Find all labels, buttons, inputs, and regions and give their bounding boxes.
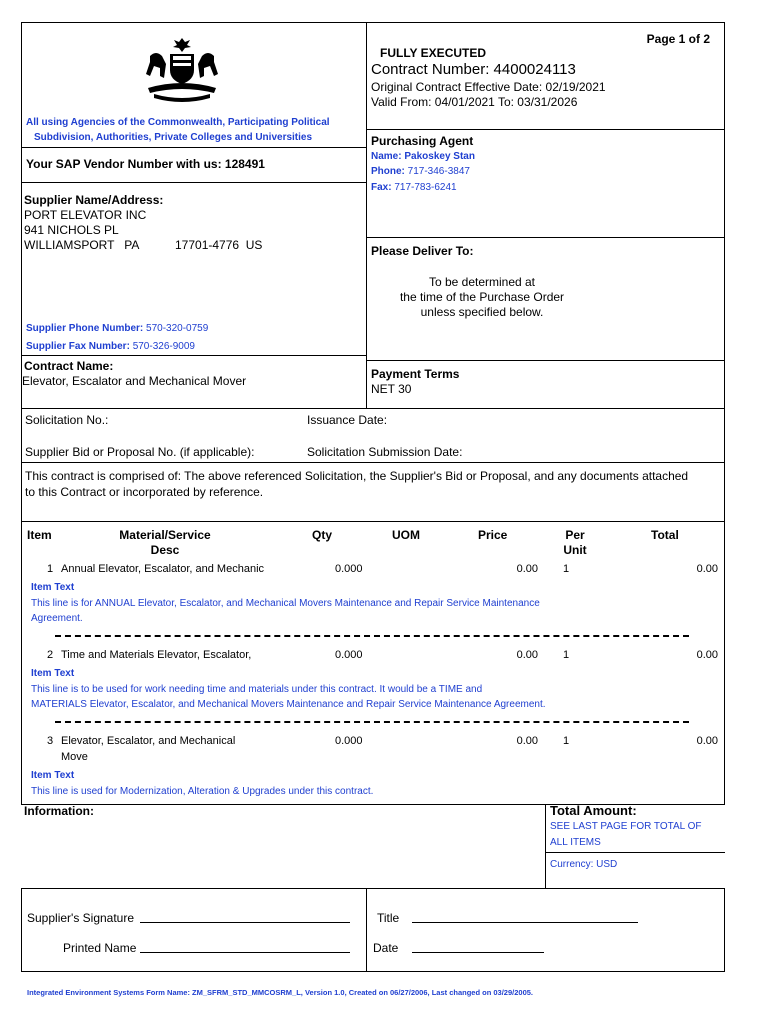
- supplier-street: 941 NICHOLS PL: [24, 223, 119, 237]
- row-3-total: 0.00: [696, 735, 718, 747]
- form-footer: Integrated Environment Systems Form Name: ZM_SFRM_STD_MMCOSRM_L, Version 1.0, Created on 06/27/2006, Last changed on 03/29/2005.: [27, 988, 533, 997]
- row-2-item-text-1: This line is to be used for work needing time and materials under this contract. It would be a TIME and: [31, 684, 483, 695]
- header-bottom-line: [366, 129, 724, 130]
- agent-name: [371, 151, 475, 162]
- table-top-line: [21, 521, 725, 522]
- agencies-line-2: Subdivision, Authorities, Private Colleges and Universities: [34, 132, 313, 143]
- row-3-qty: 0.000: [335, 735, 363, 747]
- payment-terms-heading: Payment Terms: [371, 367, 460, 381]
- col-qty: Qty: [312, 528, 333, 542]
- currency-top-line: [545, 852, 725, 853]
- agent-fax: [371, 182, 457, 193]
- row-1-price: 0.00: [516, 563, 538, 575]
- agent-name-label: Name:: [371, 151, 402, 162]
- col-per-2: Unit: [563, 543, 587, 557]
- middle-divider: [366, 129, 367, 408]
- information-heading: Information:: [24, 804, 94, 818]
- row-2-item-text-2: MATERIALS Elevator, Escalator, and Mechanical Movers Maintenance and Repair Service Maintenance Agreement.: [31, 699, 546, 710]
- supplier-heading: Supplier Name/Address:: [24, 193, 164, 207]
- total-amount-line-2: ALL ITEMS: [550, 837, 601, 848]
- purchasing-agent-heading: Purchasing Agent: [371, 134, 474, 148]
- payment-terms-value: NET 30: [371, 382, 412, 396]
- total-amount-line-1: SEE LAST PAGE FOR TOTAL OF: [550, 821, 702, 832]
- border-left: [21, 22, 22, 804]
- supplier-fax-value: 570-326-9009: [132, 341, 195, 352]
- deliver-line-3: unless specified below.: [420, 305, 544, 319]
- agent-phone-label: Phone:: [371, 166, 405, 177]
- comprised-line-1: This contract is comprised of: The above referenced Solicitation, the Supplier's Bid or Proposal, and any documents attached: [25, 469, 689, 483]
- signature-right-line: [724, 888, 725, 972]
- row-1-item-text-2: Agreement.: [31, 613, 83, 624]
- supplier-phone-label: Supplier Phone Number:: [26, 323, 144, 334]
- col-desc-2: Desc: [150, 543, 180, 557]
- deliver-top-line: [366, 237, 724, 238]
- agent-fax-label: Fax:: [371, 182, 392, 193]
- contract-name-top-line: [21, 355, 366, 356]
- currency: Currency: USD: [550, 859, 618, 870]
- submission-date-label: Solicitation Submission Date:: [307, 445, 463, 459]
- col-desc-1: Material/Service: [119, 528, 211, 542]
- col-item: Item: [27, 528, 52, 542]
- printed-name-label: Printed Name: [63, 941, 137, 955]
- row-1-item-text-label: Item Text: [31, 582, 75, 593]
- border-top: [21, 22, 725, 23]
- supplier-signature-label: Supplier's Signature: [27, 911, 135, 925]
- border-right: [724, 22, 725, 804]
- row-2-separator: [55, 721, 689, 723]
- row-2-per: 1: [563, 649, 570, 661]
- signature-top-line: [21, 888, 725, 889]
- contract-name-heading: Contract Name:: [24, 359, 114, 373]
- row-2-total: 0.00: [696, 649, 718, 661]
- total-divider: [545, 804, 546, 888]
- row-3-price: 0.00: [516, 735, 538, 747]
- vendor-top-line: [21, 147, 366, 148]
- row-1-separator: [55, 635, 689, 637]
- supplier-city: WILLIAMSPORT PA: [24, 238, 140, 252]
- signature-left-line: [21, 888, 22, 972]
- agencies-line-1: All using Agencies of the Commonwealth, Participating Political: [26, 117, 330, 128]
- row-3-desc: Elevator, Escalator, and Mechanical: [61, 735, 236, 747]
- supplier-fax: [26, 341, 195, 352]
- payment-top-line: [366, 360, 724, 361]
- col-per-1: Per: [565, 528, 585, 542]
- printed-name-field[interactable]: [140, 941, 350, 953]
- row-2-desc: Time and Materials Elevator, Escalator,: [61, 649, 252, 661]
- row-1-total: 0.00: [696, 563, 718, 575]
- agent-fax-value: 717-783-6241: [394, 182, 457, 193]
- contract-name-value: Elevator, Escalator and Mechanical Mover: [22, 374, 247, 388]
- signature-divider: [366, 888, 367, 972]
- agent-phone-value: 717-346-3847: [407, 166, 470, 177]
- col-price: Price: [478, 528, 508, 542]
- row-2-item-text-label: Item Text: [31, 668, 75, 679]
- page-indicator: Page 1 of 2: [646, 32, 710, 46]
- original-effective-date: Original Contract Effective Date: 02/19/2021: [371, 80, 606, 94]
- header-divider: [366, 22, 367, 130]
- date-field[interactable]: [412, 941, 544, 953]
- supplier-phone: [26, 323, 208, 334]
- title-label: Title: [377, 911, 400, 925]
- total-amount-heading: Total Amount:: [550, 803, 637, 818]
- row-1-qty: 0.000: [335, 563, 363, 575]
- row-2-num: 2: [47, 649, 54, 661]
- row-1-per: 1: [563, 563, 570, 575]
- row-3-item-text-1: This line is used for Modernization, Alteration & Upgrades under this contract.: [31, 786, 374, 797]
- seal-icon: [140, 36, 224, 106]
- deliver-heading: Please Deliver To:: [371, 244, 474, 258]
- row-1-num: 1: [47, 563, 54, 575]
- vendor-bottom-line: [21, 182, 366, 183]
- col-uom: UOM: [392, 528, 420, 542]
- contract-number: Contract Number: 4400024113: [371, 61, 576, 78]
- issuance-date-label: Issuance Date:: [307, 413, 388, 427]
- agent-phone: [371, 166, 470, 177]
- solicitation-top-line: [21, 408, 725, 409]
- col-total: Total: [651, 528, 679, 542]
- supplier-phone-value: 570-320-0759: [146, 323, 209, 334]
- row-1-desc: Annual Elevator, Escalator, and Mechanic: [61, 563, 265, 575]
- commonwealth-seal: [140, 36, 224, 106]
- agent-name-value: Pakoskey Stan: [404, 151, 475, 162]
- row-3-desc-2: Move: [61, 751, 88, 763]
- row-1-item-text-1: This line is for ANNUAL Elevator, Escalator, and Mechanical Movers Maintenance and Repair Service Maintenance: [31, 598, 540, 609]
- date-label: Date: [373, 941, 399, 955]
- row-3-item-text-label: Item Text: [31, 770, 75, 781]
- comprised-line-2: to this Contract or incorporated by reference.: [25, 485, 264, 499]
- valid-dates: Valid From: 04/01/2021 To: 03/31/2026: [371, 95, 578, 109]
- supplier-fax-label: Supplier Fax Number:: [26, 341, 130, 352]
- supplier-signature-field[interactable]: [140, 911, 350, 923]
- row-2-price: 0.00: [516, 649, 538, 661]
- row-3-num: 3: [47, 735, 54, 747]
- supplier-zip: 17701-4776 US: [175, 238, 263, 252]
- row-3-per: 1: [563, 735, 570, 747]
- supplier-name: PORT ELEVATOR INC: [24, 208, 147, 222]
- signature-bottom-line: [21, 971, 725, 972]
- deliver-line-2: the time of the Purchase Order: [399, 290, 565, 304]
- comprised-top-line: [21, 462, 725, 463]
- status-label: FULLY EXECUTED: [380, 46, 487, 60]
- deliver-line-1: To be determined at: [428, 275, 536, 289]
- row-2-qty: 0.000: [335, 649, 363, 661]
- solicitation-no-label: Solicitation No.:: [25, 413, 109, 427]
- bid-proposal-label: Supplier Bid or Proposal No. (if applicable):: [25, 445, 255, 459]
- title-field[interactable]: [412, 911, 638, 923]
- vendor-number: Your SAP Vendor Number with us: 128491: [26, 157, 265, 171]
